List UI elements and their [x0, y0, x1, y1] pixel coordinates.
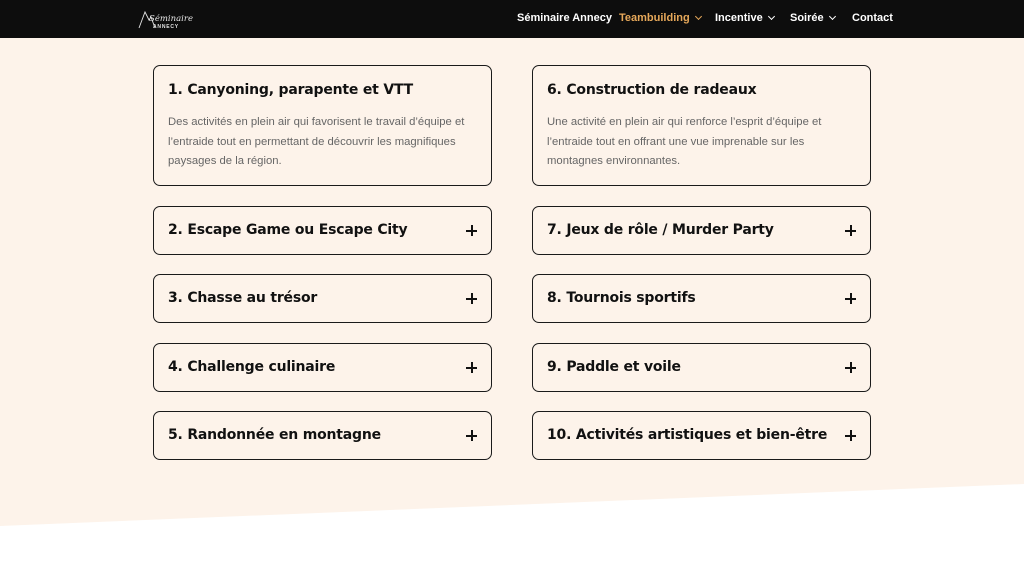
- nav-label: Séminaire Annecy: [517, 12, 612, 24]
- plus-icon[interactable]: [466, 430, 477, 441]
- chevron-down-icon: [695, 13, 702, 20]
- accordion-item[interactable]: [153, 274, 492, 323]
- accordion-title: 10. Activités artistiques et bien-être: [547, 427, 828, 443]
- plus-icon[interactable]: [845, 430, 856, 441]
- nav-item-contact[interactable]: [852, 12, 893, 24]
- accordion-item[interactable]: [532, 343, 871, 392]
- accordion-body: Une activité en plein air qui renforce l’esprit d’équipe et l’entraide tout en offrant une vue imprenable sur les montagnes environnantes.: [547, 116, 822, 167]
- accordion-title: 3. Chasse au trésor: [168, 290, 318, 306]
- chevron-down-icon: [829, 13, 836, 20]
- accordion-title: 8. Tournois sportifs: [547, 290, 696, 306]
- site-logo[interactable]: [138, 9, 193, 31]
- accordion-title: 5. Randonnée en montagne: [168, 427, 381, 443]
- nav-item-teambuilding[interactable]: [619, 12, 701, 24]
- chevron-down-icon: [768, 13, 775, 20]
- plus-icon[interactable]: [845, 293, 856, 304]
- nav-label: Soirée: [790, 12, 824, 24]
- accordion-title: 2. Escape Game ou Escape City: [168, 222, 408, 238]
- accordion-body: Des activités en plein air qui favorisent le travail d’équipe et l’entraide tout en permettant de découvrir les magnifiques paysages de la région.: [168, 116, 465, 167]
- section-divider-wedge: [0, 480, 1024, 585]
- accordion-item-expanded[interactable]: [532, 65, 871, 186]
- logo-text-seminaire: Séminaire: [149, 14, 193, 24]
- plus-icon[interactable]: [845, 362, 856, 373]
- nav-item-incentive[interactable]: [715, 12, 774, 24]
- plus-icon[interactable]: [466, 293, 477, 304]
- plus-icon[interactable]: [466, 362, 477, 373]
- accordion-title: 9. Paddle et voile: [547, 359, 681, 375]
- nav-label: Contact: [852, 12, 893, 24]
- accordion-title: 1. Canyoning, parapente et VTT: [168, 82, 413, 98]
- accordion-item[interactable]: [153, 206, 492, 255]
- plus-icon[interactable]: [466, 225, 477, 236]
- accordion-item-expanded[interactable]: [153, 65, 492, 186]
- accordion-item[interactable]: [153, 411, 492, 460]
- accordion-item[interactable]: [532, 206, 871, 255]
- nav-label: Incentive: [715, 12, 763, 24]
- accordion-item[interactable]: [532, 411, 871, 460]
- nav-item-soiree[interactable]: [790, 12, 835, 24]
- nav-label: Teambuilding: [619, 12, 690, 24]
- accordion-title: 7. Jeux de rôle / Murder Party: [547, 222, 774, 238]
- plus-icon[interactable]: [845, 225, 856, 236]
- top-navigation-bar: [0, 0, 1024, 38]
- accordion-item[interactable]: [532, 274, 871, 323]
- accordion-title: 4. Challenge culinaire: [168, 359, 336, 375]
- accordion-title: 6. Construction de radeaux: [547, 82, 757, 98]
- logo-text-annecy: ANNECY: [153, 24, 179, 30]
- nav-item-seminaire-annecy[interactable]: [517, 12, 612, 24]
- accordion-item[interactable]: [153, 343, 492, 392]
